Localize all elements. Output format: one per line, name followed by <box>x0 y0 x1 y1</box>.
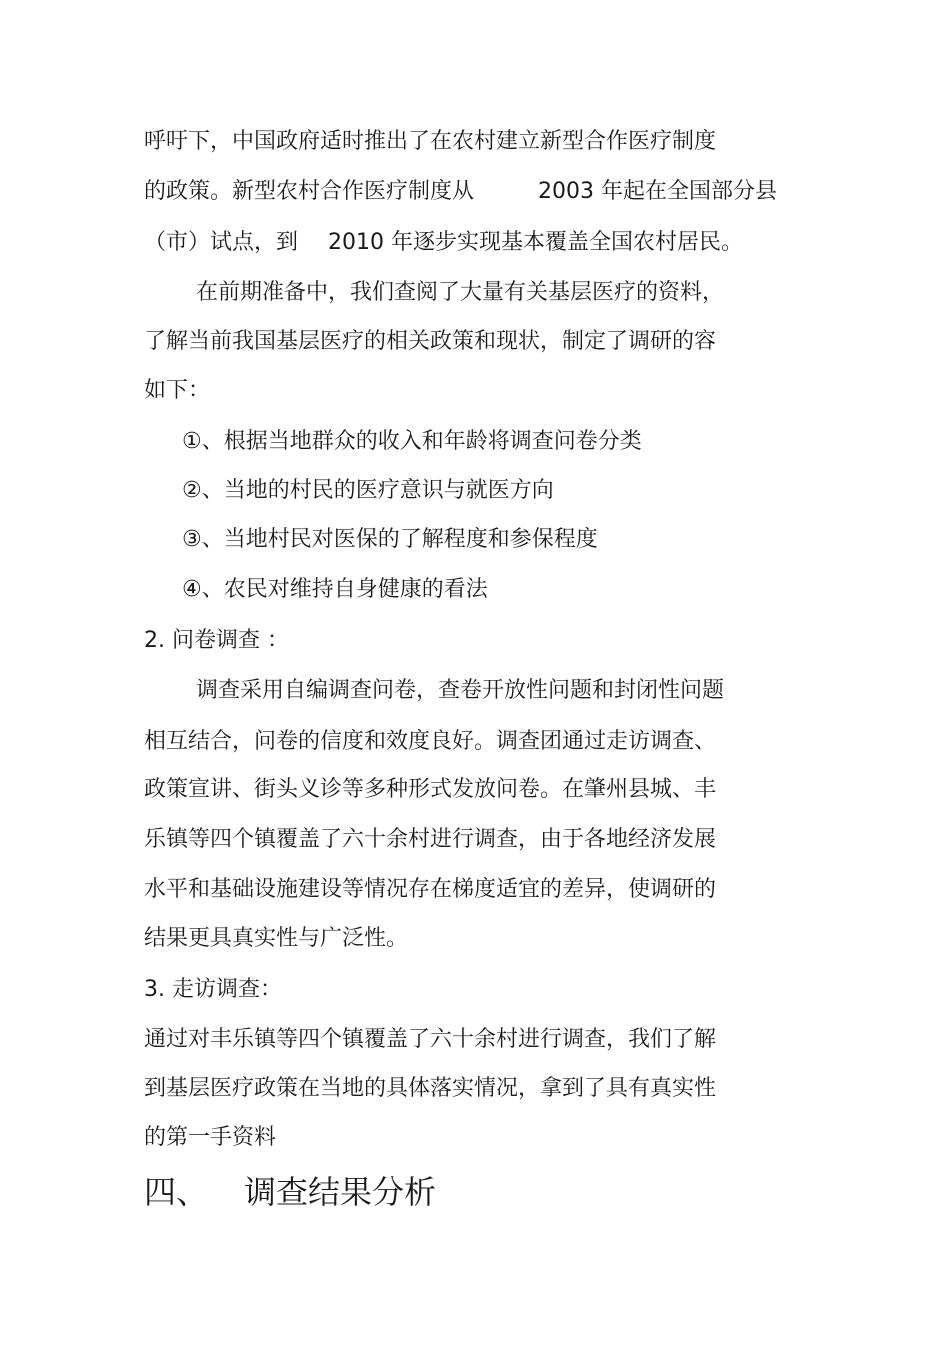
list-item: ④、农民对维持自身健康的看法 <box>182 577 488 602</box>
prep-line-3: 如下： <box>144 378 211 403</box>
section-2-line: 结果更具真实性与广泛性。 <box>144 926 409 951</box>
section-2-line: 水平和基础设施建设等情况存在梯度适宜的差异，使调研的 <box>144 877 717 902</box>
section-4-title: 调查结果分析 <box>244 1173 437 1211</box>
section-3-line: 的第一手资料 <box>144 1125 277 1150</box>
prep-line-2: 了解当前我国基层医疗的相关政策和现状，制定了调研的容 <box>144 329 717 354</box>
section-2-line: 调查采用自编调查问卷，查卷开放性问题和封闭性问题 <box>196 678 725 703</box>
list-item: ③、当地村民对医保的了解程度和参保程度 <box>182 527 598 552</box>
intro-line-2-a: 的政策。新型农村合作医疗制度从 <box>144 179 475 204</box>
section-2-line: 政策宣讲、街头义诊等多种形式发放问卷。在肇州县城、丰 <box>144 777 717 802</box>
list-item: ②、当地的村民的医疗意识与就医方向 <box>182 478 554 503</box>
list-item: ①、根据当地群众的收入和年龄将调查问卷分类 <box>182 429 642 454</box>
section-3-line: 到基层医疗政策在当地的具体落实情况，拿到了具有真实性 <box>144 1076 717 1101</box>
section-3-line: 通过对丰乐镇等四个镇覆盖了六十余村进行调查，我们了解 <box>144 1027 717 1052</box>
prep-line-1: 在前期准备中，我们查阅了大量有关基层医疗的资料， <box>196 280 725 305</box>
section-4-number: 四、 <box>144 1173 209 1211</box>
section-3-heading: 3. 走访调查： <box>144 977 282 1002</box>
section-2-line: 相互结合，问卷的信度和效度良好。调查团通过走访调查、 <box>144 729 717 754</box>
intro-line-3-a: （市）试点，到 <box>144 230 299 255</box>
section-2-heading: 2. 问卷调查 ： <box>144 628 289 653</box>
intro-line-2-b: 2003 年起在全国部分县 <box>538 179 777 204</box>
section-2-line: 乐镇等四个镇覆盖了六十余村进行调查，由于各地经济发展 <box>144 827 717 852</box>
intro-line-3-b: 2010 年逐步实现基本覆盖全国农村居民。 <box>328 230 743 255</box>
intro-line-1: 呼吁下，中国政府适时推出了在农村建立新型合作医疗制度 <box>144 129 717 154</box>
